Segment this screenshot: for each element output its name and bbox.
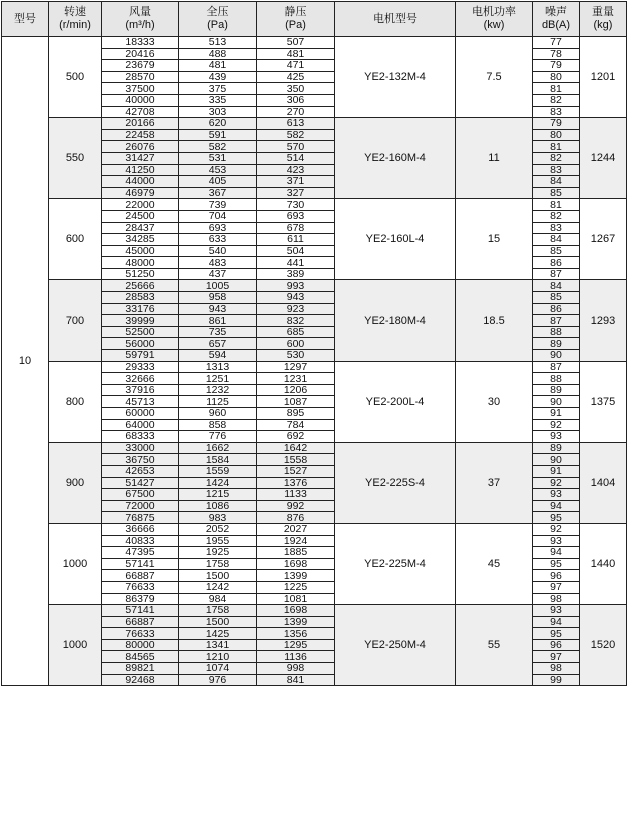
noise-cell: 88 xyxy=(533,326,580,338)
airflow-cell: 84565 xyxy=(102,651,179,663)
total-pressure-cell: 1125 xyxy=(179,396,257,408)
static-pressure-cell: 841 xyxy=(257,674,335,686)
total-pressure-cell: 958 xyxy=(179,292,257,304)
table-body xyxy=(2,37,627,686)
airflow-cell: 37500 xyxy=(102,83,179,95)
noise-cell: 91 xyxy=(533,408,580,420)
noise-cell: 79 xyxy=(533,118,580,130)
airflow-cell: 60000 xyxy=(102,408,179,420)
static-pressure-cell: 943 xyxy=(257,292,335,304)
total-pressure-cell: 704 xyxy=(179,210,257,222)
total-pressure-cell: 453 xyxy=(179,164,257,176)
static-pressure-cell: 1399 xyxy=(257,616,335,628)
static-pressure-cell: 389 xyxy=(257,268,335,280)
noise-cell: 96 xyxy=(533,639,580,651)
airflow-cell: 59791 xyxy=(102,350,179,362)
motor-model-cell: YE2-160L-4 xyxy=(335,199,456,280)
total-pressure-cell: 983 xyxy=(179,512,257,524)
airflow-cell: 26076 xyxy=(102,141,179,153)
airflow-cell: 22458 xyxy=(102,129,179,141)
total-pressure-cell: 858 xyxy=(179,419,257,431)
noise-cell: 90 xyxy=(533,454,580,466)
airflow-cell: 28570 xyxy=(102,71,179,83)
total-pressure-cell: 594 xyxy=(179,350,257,362)
total-pressure-cell: 513 xyxy=(179,37,257,49)
static-pressure-cell: 1885 xyxy=(257,547,335,559)
airflow-cell: 92468 xyxy=(102,674,179,686)
noise-cell: 98 xyxy=(533,663,580,675)
total-pressure-cell: 303 xyxy=(179,106,257,118)
airflow-cell: 40833 xyxy=(102,535,179,547)
airflow-cell: 36750 xyxy=(102,454,179,466)
airflow-cell: 20416 xyxy=(102,48,179,60)
header-airflow: 风量 (m³/h) xyxy=(102,2,179,37)
noise-cell: 81 xyxy=(533,141,580,153)
total-pressure-cell: 2052 xyxy=(179,523,257,535)
noise-cell: 81 xyxy=(533,199,580,211)
static-pressure-cell: 1087 xyxy=(257,396,335,408)
table-row xyxy=(2,280,627,292)
static-pressure-cell: 504 xyxy=(257,245,335,257)
header-static-pressure: 静压 (Pa) xyxy=(257,2,335,37)
noise-cell: 78 xyxy=(533,48,580,60)
static-pressure-cell: 1081 xyxy=(257,593,335,605)
total-pressure-cell: 1313 xyxy=(179,361,257,373)
airflow-cell: 24500 xyxy=(102,210,179,222)
static-pressure-cell: 998 xyxy=(257,663,335,675)
static-pressure-cell: 270 xyxy=(257,106,335,118)
noise-cell: 93 xyxy=(533,605,580,617)
noise-cell: 85 xyxy=(533,245,580,257)
static-pressure-cell: 423 xyxy=(257,164,335,176)
airflow-cell: 45713 xyxy=(102,396,179,408)
static-pressure-cell: 441 xyxy=(257,257,335,269)
table-row xyxy=(2,523,627,535)
noise-cell: 88 xyxy=(533,373,580,385)
total-pressure-cell: 1005 xyxy=(179,280,257,292)
motor-power-cell: 7.5 xyxy=(456,37,533,118)
static-pressure-cell: 1297 xyxy=(257,361,335,373)
motor-model-cell: YE2-180M-4 xyxy=(335,280,456,361)
static-pressure-cell: 832 xyxy=(257,315,335,327)
static-pressure-cell: 1924 xyxy=(257,535,335,547)
noise-cell: 77 xyxy=(533,37,580,49)
static-pressure-cell: 1356 xyxy=(257,628,335,640)
airflow-cell: 23679 xyxy=(102,60,179,72)
total-pressure-cell: 1925 xyxy=(179,547,257,559)
motor-model-cell: YE2-225S-4 xyxy=(335,442,456,523)
static-pressure-cell: 678 xyxy=(257,222,335,234)
noise-cell: 82 xyxy=(533,210,580,222)
noise-cell: 93 xyxy=(533,489,580,501)
airflow-cell: 86379 xyxy=(102,593,179,605)
noise-cell: 85 xyxy=(533,292,580,304)
airflow-cell: 42653 xyxy=(102,465,179,477)
noise-cell: 84 xyxy=(533,234,580,246)
static-pressure-cell: 1231 xyxy=(257,373,335,385)
static-pressure-cell: 1642 xyxy=(257,442,335,454)
airflow-cell: 57141 xyxy=(102,558,179,570)
motor-power-cell: 15 xyxy=(456,199,533,280)
airflow-cell: 40000 xyxy=(102,94,179,106)
airflow-cell: 22000 xyxy=(102,199,179,211)
speed-cell: 600 xyxy=(49,199,102,280)
static-pressure-cell: 471 xyxy=(257,60,335,72)
static-pressure-cell: 1527 xyxy=(257,465,335,477)
airflow-cell: 47395 xyxy=(102,547,179,559)
noise-cell: 82 xyxy=(533,94,580,106)
speed-cell: 1000 xyxy=(49,605,102,686)
motor-power-cell: 18.5 xyxy=(456,280,533,361)
table-row xyxy=(2,37,627,49)
total-pressure-cell: 1955 xyxy=(179,535,257,547)
static-pressure-cell: 876 xyxy=(257,512,335,524)
speed-cell: 700 xyxy=(49,280,102,361)
total-pressure-cell: 1662 xyxy=(179,442,257,454)
noise-cell: 96 xyxy=(533,570,580,582)
total-pressure-cell: 335 xyxy=(179,94,257,106)
table-row xyxy=(2,605,627,617)
total-pressure-cell: 531 xyxy=(179,152,257,164)
airflow-cell: 76875 xyxy=(102,512,179,524)
header-speed: 转速 (r/min) xyxy=(49,2,102,37)
noise-cell: 92 xyxy=(533,419,580,431)
airflow-cell: 33000 xyxy=(102,442,179,454)
noise-cell: 94 xyxy=(533,547,580,559)
static-pressure-cell: 613 xyxy=(257,118,335,130)
static-pressure-cell: 306 xyxy=(257,94,335,106)
noise-cell: 90 xyxy=(533,396,580,408)
airflow-cell: 56000 xyxy=(102,338,179,350)
static-pressure-cell: 481 xyxy=(257,48,335,60)
total-pressure-cell: 1251 xyxy=(179,373,257,385)
header-row xyxy=(2,2,627,37)
noise-cell: 90 xyxy=(533,350,580,362)
noise-cell: 86 xyxy=(533,303,580,315)
total-pressure-cell: 1758 xyxy=(179,558,257,570)
total-pressure-cell: 633 xyxy=(179,234,257,246)
noise-cell: 94 xyxy=(533,500,580,512)
static-pressure-cell: 730 xyxy=(257,199,335,211)
static-pressure-cell: 1698 xyxy=(257,558,335,570)
static-pressure-cell: 507 xyxy=(257,37,335,49)
airflow-cell: 18333 xyxy=(102,37,179,49)
weight-cell: 1375 xyxy=(580,361,627,442)
speed-cell: 550 xyxy=(49,118,102,199)
static-pressure-cell: 992 xyxy=(257,500,335,512)
airflow-cell: 37916 xyxy=(102,384,179,396)
noise-cell: 98 xyxy=(533,593,580,605)
total-pressure-cell: 1758 xyxy=(179,605,257,617)
noise-cell: 89 xyxy=(533,384,580,396)
airflow-cell: 66887 xyxy=(102,570,179,582)
total-pressure-cell: 1500 xyxy=(179,570,257,582)
static-pressure-cell: 1136 xyxy=(257,651,335,663)
airflow-cell: 33176 xyxy=(102,303,179,315)
noise-cell: 83 xyxy=(533,106,580,118)
airflow-cell: 68333 xyxy=(102,431,179,443)
static-pressure-cell: 1376 xyxy=(257,477,335,489)
noise-cell: 89 xyxy=(533,338,580,350)
airflow-cell: 48000 xyxy=(102,257,179,269)
airflow-cell: 44000 xyxy=(102,176,179,188)
airflow-cell: 51250 xyxy=(102,268,179,280)
header-motor-power: 电机功率 (kw) xyxy=(456,2,533,37)
noise-cell: 87 xyxy=(533,268,580,280)
total-pressure-cell: 1210 xyxy=(179,651,257,663)
total-pressure-cell: 1424 xyxy=(179,477,257,489)
total-pressure-cell: 437 xyxy=(179,268,257,280)
noise-cell: 80 xyxy=(533,71,580,83)
motor-power-cell: 45 xyxy=(456,523,533,604)
noise-cell: 91 xyxy=(533,465,580,477)
airflow-cell: 45000 xyxy=(102,245,179,257)
header-noise: 噪声 dB(A) xyxy=(533,2,580,37)
weight-cell: 1520 xyxy=(580,605,627,686)
airflow-cell: 64000 xyxy=(102,419,179,431)
noise-cell: 95 xyxy=(533,628,580,640)
static-pressure-cell: 1698 xyxy=(257,605,335,617)
airflow-cell: 89821 xyxy=(102,663,179,675)
weight-cell: 1201 xyxy=(580,37,627,118)
airflow-cell: 76633 xyxy=(102,628,179,640)
noise-cell: 93 xyxy=(533,431,580,443)
airflow-cell: 80000 xyxy=(102,639,179,651)
static-pressure-cell: 1225 xyxy=(257,581,335,593)
total-pressure-cell: 375 xyxy=(179,83,257,95)
noise-cell: 84 xyxy=(533,176,580,188)
airflow-cell: 36666 xyxy=(102,523,179,535)
static-pressure-cell: 1558 xyxy=(257,454,335,466)
noise-cell: 94 xyxy=(533,616,580,628)
motor-model-cell: YE2-250M-4 xyxy=(335,605,456,686)
motor-power-cell: 55 xyxy=(456,605,533,686)
noise-cell: 92 xyxy=(533,477,580,489)
static-pressure-cell: 784 xyxy=(257,419,335,431)
total-pressure-cell: 488 xyxy=(179,48,257,60)
noise-cell: 81 xyxy=(533,83,580,95)
motor-model-cell: YE2-160M-4 xyxy=(335,118,456,199)
static-pressure-cell: 1133 xyxy=(257,489,335,501)
static-pressure-cell: 514 xyxy=(257,152,335,164)
speed-cell: 900 xyxy=(49,442,102,523)
airflow-cell: 34285 xyxy=(102,234,179,246)
motor-model-cell: YE2-200L-4 xyxy=(335,361,456,442)
noise-cell: 97 xyxy=(533,651,580,663)
airflow-cell: 20166 xyxy=(102,118,179,130)
noise-cell: 93 xyxy=(533,535,580,547)
header-total-pressure: 全压 (Pa) xyxy=(179,2,257,37)
noise-cell: 92 xyxy=(533,523,580,535)
total-pressure-cell: 1086 xyxy=(179,500,257,512)
static-pressure-cell: 570 xyxy=(257,141,335,153)
noise-cell: 82 xyxy=(533,152,580,164)
total-pressure-cell: 1232 xyxy=(179,384,257,396)
static-pressure-cell: 693 xyxy=(257,210,335,222)
total-pressure-cell: 657 xyxy=(179,338,257,350)
total-pressure-cell: 1425 xyxy=(179,628,257,640)
noise-cell: 85 xyxy=(533,187,580,199)
static-pressure-cell: 350 xyxy=(257,83,335,95)
noise-cell: 80 xyxy=(533,129,580,141)
static-pressure-cell: 530 xyxy=(257,350,335,362)
noise-cell: 97 xyxy=(533,581,580,593)
header-model: 型号 xyxy=(2,2,49,37)
airflow-cell: 28437 xyxy=(102,222,179,234)
noise-cell: 89 xyxy=(533,442,580,454)
static-pressure-cell: 1399 xyxy=(257,570,335,582)
total-pressure-cell: 735 xyxy=(179,326,257,338)
airflow-cell: 46979 xyxy=(102,187,179,199)
static-pressure-cell: 425 xyxy=(257,71,335,83)
total-pressure-cell: 1584 xyxy=(179,454,257,466)
airflow-cell: 31427 xyxy=(102,152,179,164)
total-pressure-cell: 481 xyxy=(179,60,257,72)
total-pressure-cell: 591 xyxy=(179,129,257,141)
static-pressure-cell: 1295 xyxy=(257,639,335,651)
noise-cell: 87 xyxy=(533,315,580,327)
static-pressure-cell: 371 xyxy=(257,176,335,188)
static-pressure-cell: 2027 xyxy=(257,523,335,535)
speed-cell: 800 xyxy=(49,361,102,442)
total-pressure-cell: 1341 xyxy=(179,639,257,651)
motor-power-cell: 37 xyxy=(456,442,533,523)
static-pressure-cell: 923 xyxy=(257,303,335,315)
weight-cell: 1440 xyxy=(580,523,627,604)
airflow-cell: 57141 xyxy=(102,605,179,617)
total-pressure-cell: 739 xyxy=(179,199,257,211)
weight-cell: 1404 xyxy=(580,442,627,523)
total-pressure-cell: 693 xyxy=(179,222,257,234)
speed-cell: 500 xyxy=(49,37,102,118)
total-pressure-cell: 776 xyxy=(179,431,257,443)
noise-cell: 87 xyxy=(533,361,580,373)
static-pressure-cell: 582 xyxy=(257,129,335,141)
static-pressure-cell: 600 xyxy=(257,338,335,350)
noise-cell: 86 xyxy=(533,257,580,269)
motor-model-cell: YE2-132M-4 xyxy=(335,37,456,118)
noise-cell: 95 xyxy=(533,512,580,524)
total-pressure-cell: 405 xyxy=(179,176,257,188)
total-pressure-cell: 976 xyxy=(179,674,257,686)
total-pressure-cell: 367 xyxy=(179,187,257,199)
airflow-cell: 28583 xyxy=(102,292,179,304)
noise-cell: 99 xyxy=(533,674,580,686)
total-pressure-cell: 984 xyxy=(179,593,257,605)
airflow-cell: 67500 xyxy=(102,489,179,501)
noise-cell: 83 xyxy=(533,164,580,176)
motor-power-cell: 11 xyxy=(456,118,533,199)
static-pressure-cell: 895 xyxy=(257,408,335,420)
table-row xyxy=(2,118,627,130)
motor-power-cell: 30 xyxy=(456,361,533,442)
total-pressure-cell: 1074 xyxy=(179,663,257,675)
table-row xyxy=(2,361,627,373)
airflow-cell: 32666 xyxy=(102,373,179,385)
noise-cell: 79 xyxy=(533,60,580,72)
header-motor-model: 电机型号 xyxy=(335,2,456,37)
airflow-cell: 72000 xyxy=(102,500,179,512)
table-row xyxy=(2,199,627,211)
airflow-cell: 25666 xyxy=(102,280,179,292)
total-pressure-cell: 960 xyxy=(179,408,257,420)
static-pressure-cell: 611 xyxy=(257,234,335,246)
noise-cell: 84 xyxy=(533,280,580,292)
noise-cell: 83 xyxy=(533,222,580,234)
airflow-cell: 66887 xyxy=(102,616,179,628)
total-pressure-cell: 1559 xyxy=(179,465,257,477)
airflow-cell: 29333 xyxy=(102,361,179,373)
weight-cell: 1244 xyxy=(580,118,627,199)
total-pressure-cell: 483 xyxy=(179,257,257,269)
airflow-cell: 52500 xyxy=(102,326,179,338)
noise-cell: 95 xyxy=(533,558,580,570)
speed-cell: 1000 xyxy=(49,523,102,604)
static-pressure-cell: 1206 xyxy=(257,384,335,396)
total-pressure-cell: 1242 xyxy=(179,581,257,593)
motor-model-cell: YE2-225M-4 xyxy=(335,523,456,604)
header-weight: 重量 (kg) xyxy=(580,2,627,37)
airflow-cell: 76633 xyxy=(102,581,179,593)
weight-cell: 1267 xyxy=(580,199,627,280)
static-pressure-cell: 327 xyxy=(257,187,335,199)
total-pressure-cell: 540 xyxy=(179,245,257,257)
airflow-cell: 51427 xyxy=(102,477,179,489)
static-pressure-cell: 993 xyxy=(257,280,335,292)
static-pressure-cell: 692 xyxy=(257,431,335,443)
total-pressure-cell: 943 xyxy=(179,303,257,315)
total-pressure-cell: 582 xyxy=(179,141,257,153)
airflow-cell: 39999 xyxy=(102,315,179,327)
total-pressure-cell: 620 xyxy=(179,118,257,130)
total-pressure-cell: 1500 xyxy=(179,616,257,628)
fan-spec-table xyxy=(1,1,627,686)
airflow-cell: 41250 xyxy=(102,164,179,176)
weight-cell: 1293 xyxy=(580,280,627,361)
model-cell: 10 xyxy=(2,37,49,686)
total-pressure-cell: 1215 xyxy=(179,489,257,501)
table-row xyxy=(2,442,627,454)
airflow-cell: 42708 xyxy=(102,106,179,118)
static-pressure-cell: 685 xyxy=(257,326,335,338)
total-pressure-cell: 439 xyxy=(179,71,257,83)
total-pressure-cell: 861 xyxy=(179,315,257,327)
